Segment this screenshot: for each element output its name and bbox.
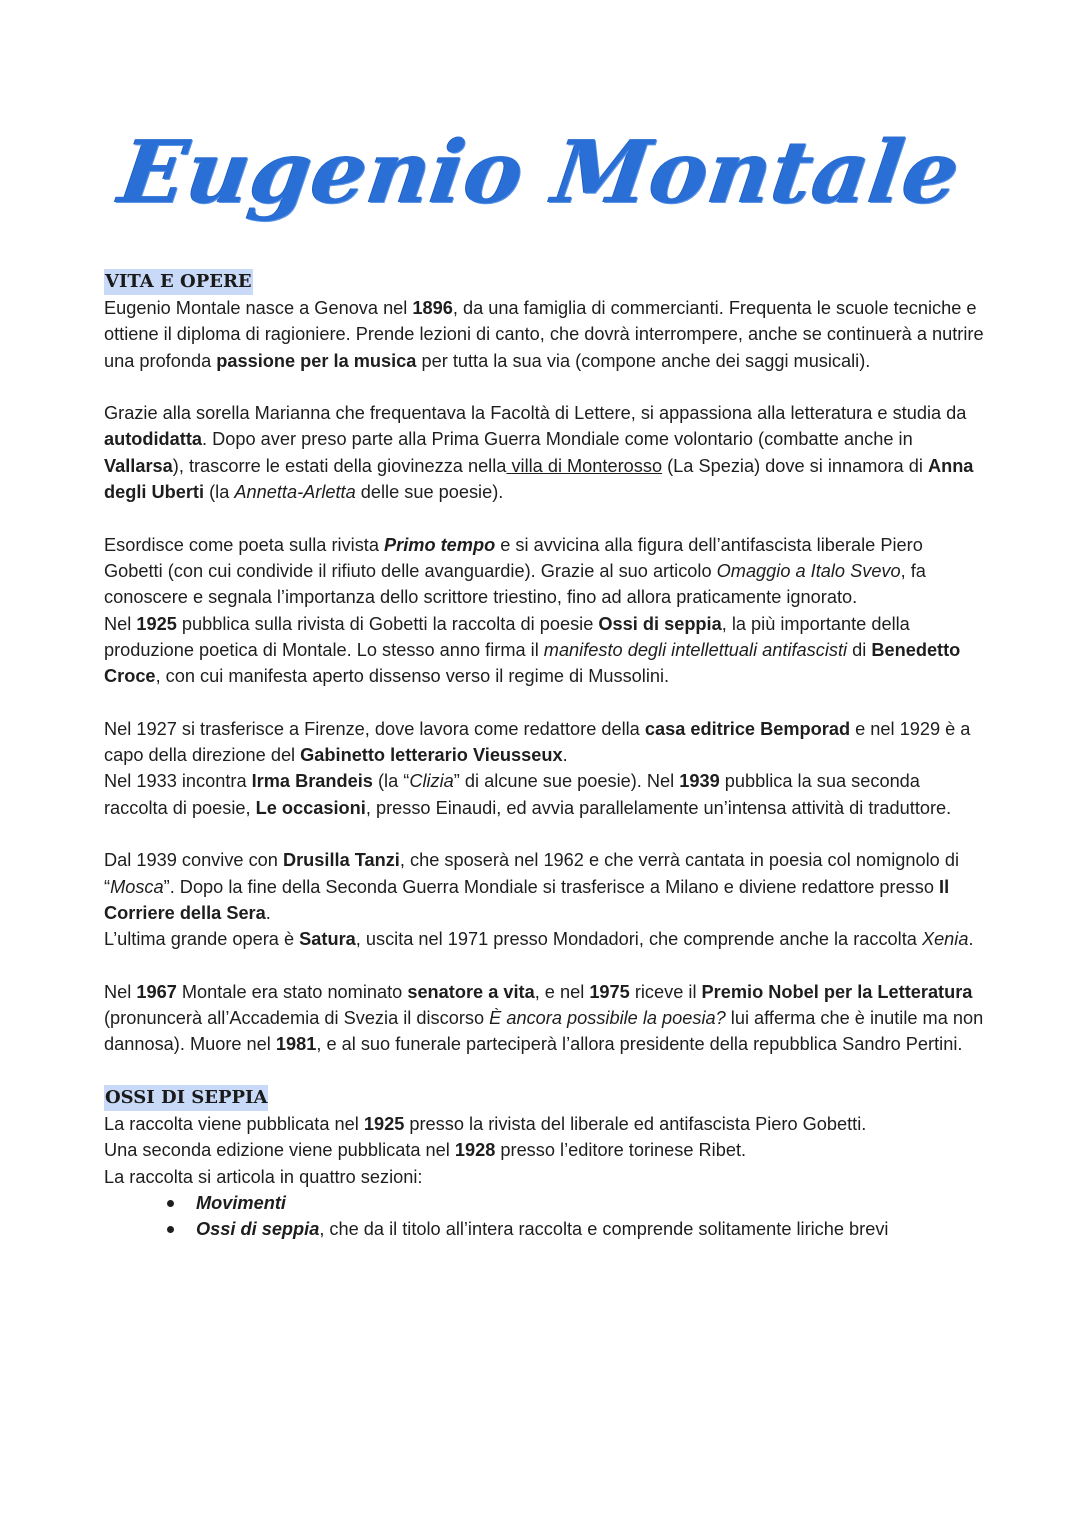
text: L’ultima grande opera è <box>104 929 300 950</box>
bold-text: Satura <box>299 929 356 950</box>
text: Una seconda edizione viene pubblicata nel <box>104 1140 455 1161</box>
bold-text: Il Corriere della Sera <box>104 876 950 923</box>
text: , presso Einaudi, ed avvia parallelamente un’intensa attività di traduttore. <box>365 797 952 818</box>
text: ” di alcune sue poesie). Nel <box>453 771 680 792</box>
paragraph-ossi-pub <box>104 1111 984 1137</box>
text: presso l’editore torinese Ribet. <box>495 1140 747 1161</box>
text: Nel 1927 si trasferisce a Firenze, dove lavora come redattore della <box>104 718 645 739</box>
bold-text: Anna degli Uberti <box>104 455 974 503</box>
text: Nel <box>104 981 137 1002</box>
bold-text: Vallarsa <box>104 455 173 476</box>
bold-text: Drusilla Tanzi <box>282 850 400 871</box>
text: per tutta la sua via (compone anche dei saggi musicali). <box>416 350 871 371</box>
paragraph-1933 <box>104 768 984 821</box>
text: presso la rivista del liberale ed antifascista Piero Gobetti. <box>404 1113 867 1134</box>
text: , con cui manifesta aperto dissenso verso il regime di Mussolini. <box>155 666 670 687</box>
text: . <box>265 902 271 923</box>
list-item <box>196 1216 984 1242</box>
italic-text: Omaggio a Italo Svevo <box>716 560 901 581</box>
text: , uscita nel 1971 presso Mondadori, che comprende anche la raccolta <box>355 929 922 950</box>
text: (La Spezia) dove si innamora di <box>662 455 928 476</box>
bold-italic-text: Ossi di seppia <box>196 1219 320 1240</box>
text: , che da il titolo all’intera raccolta e comprende solitamente liriche brevi <box>319 1219 889 1240</box>
text: (la “ <box>372 771 410 792</box>
section-heading-vita: VITA E OPERE <box>104 269 253 295</box>
paragraph-nobel <box>104 979 984 1058</box>
text: riceve il <box>629 981 702 1002</box>
text: Nel 1933 incontra <box>104 771 252 792</box>
italic-text: È ancora possibile la poesia? <box>489 1008 726 1029</box>
bold-text: Irma Brandeis <box>251 771 373 792</box>
bold-text: 1975 <box>589 981 630 1002</box>
italic-text: Xenia <box>921 929 969 950</box>
text: , fa conoscere e segnala l’importanza dello scrittore triestino, fino ad allora praticamente ignorato. <box>104 560 926 608</box>
italic-text: Mosca <box>110 876 164 897</box>
text: delle sue poesie). <box>355 482 504 503</box>
text: pubblica la sua seconda raccolta di poesie, <box>104 771 920 818</box>
text: (la <box>204 482 235 503</box>
text: La raccolta viene pubblicata nel <box>104 1113 364 1134</box>
italic-text: Annetta-Arletta <box>234 482 356 503</box>
list-item <box>196 1190 984 1216</box>
text: ”. Dopo la fine della Seconda Guerra Mondiale si trasferisce a Milano e diviene redattore presso <box>163 876 940 897</box>
text: Esordisce come poeta sulla rivista <box>104 534 385 555</box>
page-title: Eugenio Montale <box>113 122 967 223</box>
section-heading-ossi: OSSI DI SEPPIA <box>104 1085 268 1111</box>
text: e si avvicina alla figura dell’antifascista liberale Piero Gobetti (con cui condivide il rifiuto delle avanguardie). Grazie al suo articolo <box>104 534 923 581</box>
paragraph-firenze <box>104 716 984 769</box>
sections-list <box>104 1190 984 1243</box>
title-area <box>0 118 1080 248</box>
text: (pronuncerà all’Accademia di Svezia il discorso <box>104 1008 490 1029</box>
bold-text: Le occasioni <box>255 797 366 818</box>
bold-text: Premio Nobel per la Letteratura <box>701 981 973 1002</box>
bold-text: senatore a vita <box>407 981 535 1002</box>
paragraph-1925 <box>104 611 984 690</box>
bold-text: 1981 <box>275 1034 317 1055</box>
text: , da una famiglia di commercianti. Frequenta le scuole tecniche e ottiene il diploma di ragioniere. Prende lezioni di canto, che dovrà interrompere, anche se continuerà a nutrire una profonda <box>104 298 984 371</box>
paragraph-birth <box>104 295 984 374</box>
text: lui afferma che è inutile ma non dannosa). Muore nel <box>104 1008 984 1055</box>
text: Dal 1939 convive con <box>104 850 283 871</box>
bold-text: passione per la musica <box>216 350 417 371</box>
bold-text: 1928 <box>454 1140 496 1161</box>
bold-text: 1925 <box>363 1113 405 1134</box>
text: . Dopo aver preso parte alla Prima Guerra Mondiale come volontario (combatte anche in <box>202 429 913 450</box>
bold-text: Ossi di seppia <box>598 613 722 634</box>
paragraph-drusilla <box>104 847 984 926</box>
bold-text: 1967 <box>136 981 177 1002</box>
underlined-text: villa di Monterosso <box>506 455 663 476</box>
bold-text: 1896 <box>412 298 453 318</box>
text: ), trascorre le estati della giovinezza nella <box>172 455 507 476</box>
italic-text: Clizia <box>409 771 454 792</box>
bold-text: Benedetto Croce <box>104 639 961 687</box>
text: Nel <box>104 613 137 634</box>
text: . <box>562 745 568 766</box>
section-ossi <box>104 1084 984 1242</box>
bold-text: casa editrice Bemporad <box>644 718 851 739</box>
text: Grazie alla sorella Marianna che frequentava la Facoltà di Lettere, si appassiona alla letteratura e studia da <box>104 403 967 424</box>
text: , che sposerà nel 1962 e che verrà cantata in poesia col nomignolo di “ <box>104 850 959 897</box>
bold-italic-text: Primo tempo <box>384 534 496 555</box>
paragraph-youth <box>104 400 984 505</box>
italic-text: manifesto degli intellettuali antifascisti <box>543 639 848 660</box>
bold-italic-text: Movimenti <box>196 1192 286 1213</box>
text: , e al suo funerale parteciperà l’allora presidente della repubblica Sandro Pertini. <box>316 1034 963 1055</box>
document-body <box>104 268 984 1242</box>
text: pubblica sulla rivista di Gobetti la raccolta di poesie <box>176 613 599 634</box>
paragraph-debut <box>104 532 984 611</box>
paragraph-satura <box>104 926 984 952</box>
text: di <box>847 639 872 660</box>
paragraph-ossi-edition <box>104 1137 984 1163</box>
bold-text: 1925 <box>136 613 177 634</box>
text: Eugenio Montale nasce a Genova nel <box>104 298 413 318</box>
text: . <box>968 929 974 950</box>
paragraph-ossi-sections: La raccolta si articola in quattro sezioni: <box>104 1166 423 1187</box>
text: , la più importante della produzione poetica di Montale. Lo stesso anno firma il <box>104 613 910 660</box>
bold-text: autodidatta <box>104 429 203 450</box>
section-vita <box>104 268 984 1058</box>
text: , e nel <box>534 981 590 1002</box>
text: e nel 1929 è a capo della direzione del <box>104 718 971 766</box>
text: Montale era stato nominato <box>176 981 408 1002</box>
bold-text: 1939 <box>679 771 720 792</box>
bold-text: Gabinetto letterario Vieusseux <box>300 745 563 766</box>
